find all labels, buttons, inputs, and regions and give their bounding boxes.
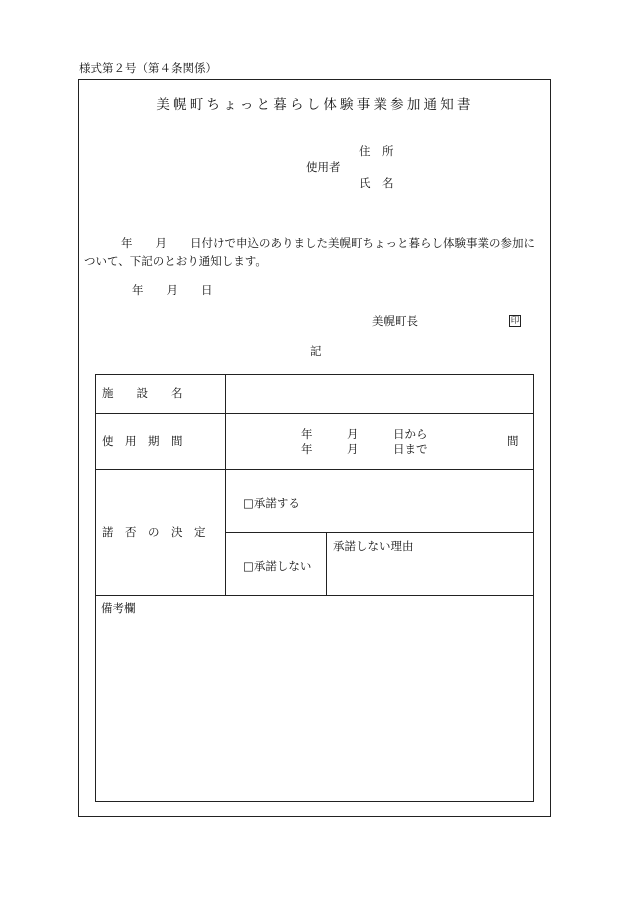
user-label: 使用者 [306, 160, 341, 174]
period-to: 年 月 日まで [301, 442, 428, 456]
reject-checkbox[interactable]: □承諾しない [243, 559, 312, 573]
table-row-divider [225, 532, 534, 533]
table-row-divider [95, 595, 534, 596]
approve-checkbox[interactable]: □承諾する [243, 496, 300, 510]
notice-date: 年 月 日 [132, 283, 213, 297]
body-text-line-2: ついて、下記のとおり通知します。 [84, 254, 267, 268]
name-label: 氏 名 [359, 176, 394, 190]
table-row-divider [95, 469, 534, 470]
body-text-line-1: 年 月 日付けで申込のありました美幌町ちょっと暮らし体験事業の参加に [121, 236, 535, 250]
decision-label: 諾 否 の 決 定 [102, 525, 206, 539]
address-label: 住 所 [359, 144, 394, 158]
ki-heading: 記 [310, 344, 322, 358]
table-border-left [95, 374, 96, 802]
document-title: 美幌町ちょっと暮らし体験事業参加通知書 [156, 97, 474, 113]
form-number: 様式第２号（第４条関係） [79, 61, 217, 75]
table-border-right [533, 374, 534, 802]
table-col-divider [225, 374, 226, 596]
table-border-top [95, 374, 534, 375]
period-unit: 間 [507, 434, 519, 448]
reject-reason-label: 承諾しない理由 [333, 539, 414, 553]
table-border-bottom [95, 801, 534, 802]
usage-period-label: 使 用 期 間 [102, 434, 183, 448]
period-from: 年 月 日から [301, 427, 428, 441]
facility-name-label: 施 設 名 [102, 386, 183, 400]
table-row-divider [95, 413, 534, 414]
mayor-label: 美幌町長 [372, 314, 418, 328]
table-col-divider [326, 532, 327, 596]
seal-icon: 印 [510, 316, 520, 326]
remarks-label: 備考欄 [101, 601, 136, 615]
